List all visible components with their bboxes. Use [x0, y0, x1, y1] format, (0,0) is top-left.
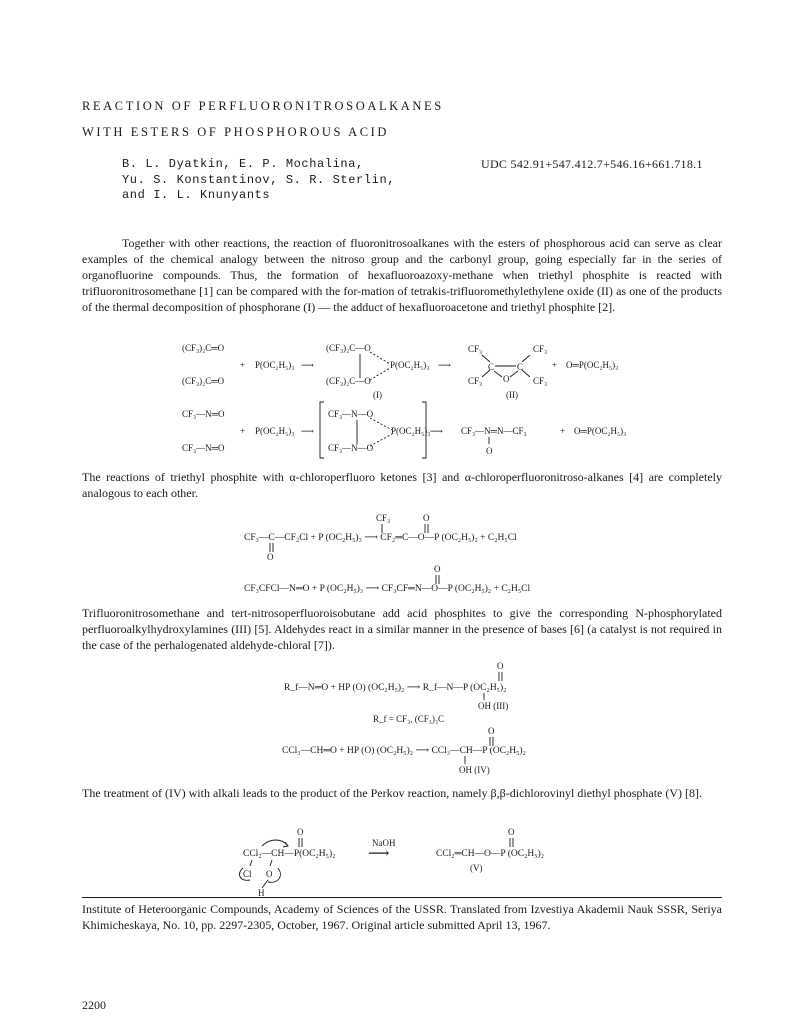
scheme4-label-V: (V) — [470, 863, 483, 873]
scheme3-o-top-2: O — [488, 726, 495, 736]
scheme2-nitroso-equation: CF₃CFCl—N═O + P (OC₂H₅)₃ ⟶ CF₃CF═N—O—P (OC₂H₅)₂ + C₂H₅Cl — [244, 584, 531, 594]
paragraph-triethyl-phosphite: The reactions of triethyl phosphite with α-chloroperfluoro ketones [3] and α-chloroperfluoronitroso-alkanes [4] are completely analogous to each other. — [82, 470, 722, 500]
scheme1-arrow: ⟶ — [301, 360, 314, 370]
scheme4-chloride: Cl — [243, 869, 252, 879]
scheme1-plus: + — [240, 360, 246, 370]
scheme4-naoh: NaOH — [372, 838, 396, 848]
epoxide-cf3-d: CF₃ — [533, 376, 548, 386]
scheme4-bond — [262, 880, 268, 888]
scheme1-nitroso-1: CF₃—N═O — [182, 409, 225, 419]
epoxide-cf3-b: CF₃ — [533, 344, 548, 354]
scheme1-arrow-2: ⟶ — [438, 360, 451, 370]
scheme1-label-II: (II) — [506, 390, 518, 400]
scheme3-oh-label: OH (III) — [478, 701, 509, 711]
author-line-1: B. L. Dyatkin, E. P. Mochalina, — [122, 157, 364, 171]
scheme2-cf3: CF₃ — [376, 513, 391, 523]
scheme1-plus-3: + — [240, 426, 246, 436]
scheme1-arrow-3: ⟶ — [301, 426, 314, 436]
scheme1-n-intermediate-top: CF₃—N—O — [328, 409, 374, 419]
paragraph-acid-phosphites: Trifluoronitrosomethane and tert-nitrosoperfluoroisobutane add acid phosphites to give the corresponding N-phosphorylated perfluoroalkylhydroxylamines (III) [5]. Aldehydes react in a similar manner in the presence of bases [6] (a catalyst is not required in the case of the perhalogenated aldehyde-chloral [7]). — [82, 606, 722, 652]
scheme3-equation: R_f—N═O + HP (O) (OC₂H₅)₂ ⟶ R_f—N—P (OC₂H₅)₂ — [284, 683, 507, 693]
footnote: Institute of Heteroorganic Compounds, Academy of Sciences of the USSR. Translated from Izvestiya Akademii Nauk SSSR, Seriya Khimicheskaya, No. 10, pp. 2297-2305, October, 1967. Original article submitted April 13, 1967. — [82, 902, 722, 932]
scheme1-intermediate-p: P(OC₂H₅)₃ — [390, 360, 430, 370]
scheme1-hexafluoroacetone-2: (CF₃)₂C═O — [182, 376, 225, 386]
scheme1-arrow-4: ⟶ — [430, 426, 443, 436]
scheme1-intermediate-bottom: (CF₃)₂C—O — [326, 376, 371, 386]
scheme4-product: CCl₂═CH—O—P (OC₂H₅)₂ — [436, 849, 545, 859]
epoxide-c2: C — [517, 362, 524, 372]
scheme1-byproduct-2: O═P(OC₂H₅)₃ — [574, 426, 627, 436]
scheme4-arrow: ⟶ — [368, 846, 390, 862]
page-number: 2200 — [82, 998, 106, 1012]
scheme3-o-top: O — [497, 661, 504, 671]
scheme4-bond — [270, 860, 272, 866]
scheme2-o-top-2: O — [434, 564, 441, 574]
scheme4-o-top: O — [297, 827, 304, 837]
scheme1-hexafluoroacetone-1: (CF₃)₂C═O — [182, 343, 225, 353]
epoxide-c1: C — [488, 362, 495, 372]
scheme2-ketone-oxygen: O — [267, 552, 274, 562]
scheme1-n-intermediate-p: P(OC₂H₅)₃ — [391, 426, 431, 436]
footnote-rule — [82, 897, 722, 898]
scheme1-nitroso-2: CF₃—N═O — [182, 443, 225, 453]
epoxide-cf3-c: CF₃ — [468, 376, 483, 386]
scheme1-reagent-2: P(OC₂H₅)₃ — [255, 426, 295, 436]
author-line-3: and I. L. Knunyants — [122, 188, 271, 202]
scheme1-plus-2: + — [552, 360, 558, 370]
scheme1-byproduct: O═P(OC₂H₅)₃ — [566, 360, 619, 370]
epoxide-cf3-a: CF₃ — [468, 344, 483, 354]
scheme4-oxygen: O — [266, 869, 273, 879]
scheme2-o-top: O — [423, 513, 430, 523]
scheme4-curved-arrow — [262, 840, 288, 846]
scheme1-intermediate-top: (CF₃)₂C—O — [326, 343, 371, 353]
scheme4-arrowhead — [283, 842, 288, 847]
scheme4-reactant: CCl₂—CH—P(OC₂H₅)₂ — [243, 849, 336, 859]
scheme1-n-intermediate-bottom: CF₃—N—O — [328, 443, 374, 453]
scheme4-o-top-2: O — [508, 827, 515, 837]
paragraph-perkov: The treatment of (IV) with alkali leads to the product of the Perkov reaction, namely β,β-dichlorovinyl diethyl phosphate (V) [8]. — [82, 786, 703, 800]
title-line-1: REACTION OF PERFLUORONITROSOALKANES — [82, 99, 444, 113]
azoxymethane: CF₃—N═N—CF₃ — [461, 426, 527, 436]
udc-code: UDC 542.91+547.412.7+546.16+661.718.1 — [481, 157, 703, 171]
scheme1-reagent: P(OC₂H₅)₃ — [255, 360, 295, 370]
scheme4-bond — [250, 860, 252, 866]
author-line-2: Yu. S. Konstantinov, S. R. Sterlin, — [122, 172, 396, 187]
scheme1-plus-4: + — [560, 426, 566, 436]
scheme3-oh-label-2: OH (IV) — [459, 765, 490, 775]
scheme4-hydrogen: H — [258, 888, 265, 898]
azoxy-oxygen: O — [486, 446, 493, 456]
title-line-2: WITH ESTERS OF PHOSPHOROUS ACID — [82, 125, 390, 139]
scheme2-ketone-equation: CF₃—C—CF₂Cl + P (OC₂H₅)₃ ⟶ CF₂═C—O—P (OC₂H₅)₂ + C₂H₅Cl — [244, 533, 517, 543]
scheme1-label-I: (I) — [373, 390, 382, 400]
epoxide-oxygen: O — [503, 374, 510, 384]
scheme3-rf-definition: R_f = CF₃, (CF₃)₃C — [373, 714, 445, 724]
paragraph-intro: Together with other reactions, the reaction of fluoronitrosoalkanes with the esters of phosphorous acid can serve as clear examples of the chemical analogy between the nitroso group and the carbonyl group, going especially far in the series of organofluorine compounds. Thus, the formation of hexafluoroazoxy-methane when triethyl phosphite is reacted with trifluoronitrosomethane [1] can be compared with the for-mation of tetrakis-trifluoromethylethylene oxide (II) as one of the products of the thermal decomposition of phosphorane (I) — the adduct of hexafluoroacetone and triethyl phosphite [2]. — [82, 236, 722, 314]
scheme3-chloral-equation: CCl₃—CH═O + HP (O) (OC₂H₅)₂ ⟶ CCl₃—CH—P (OC₂H₅)₂ — [282, 746, 526, 756]
